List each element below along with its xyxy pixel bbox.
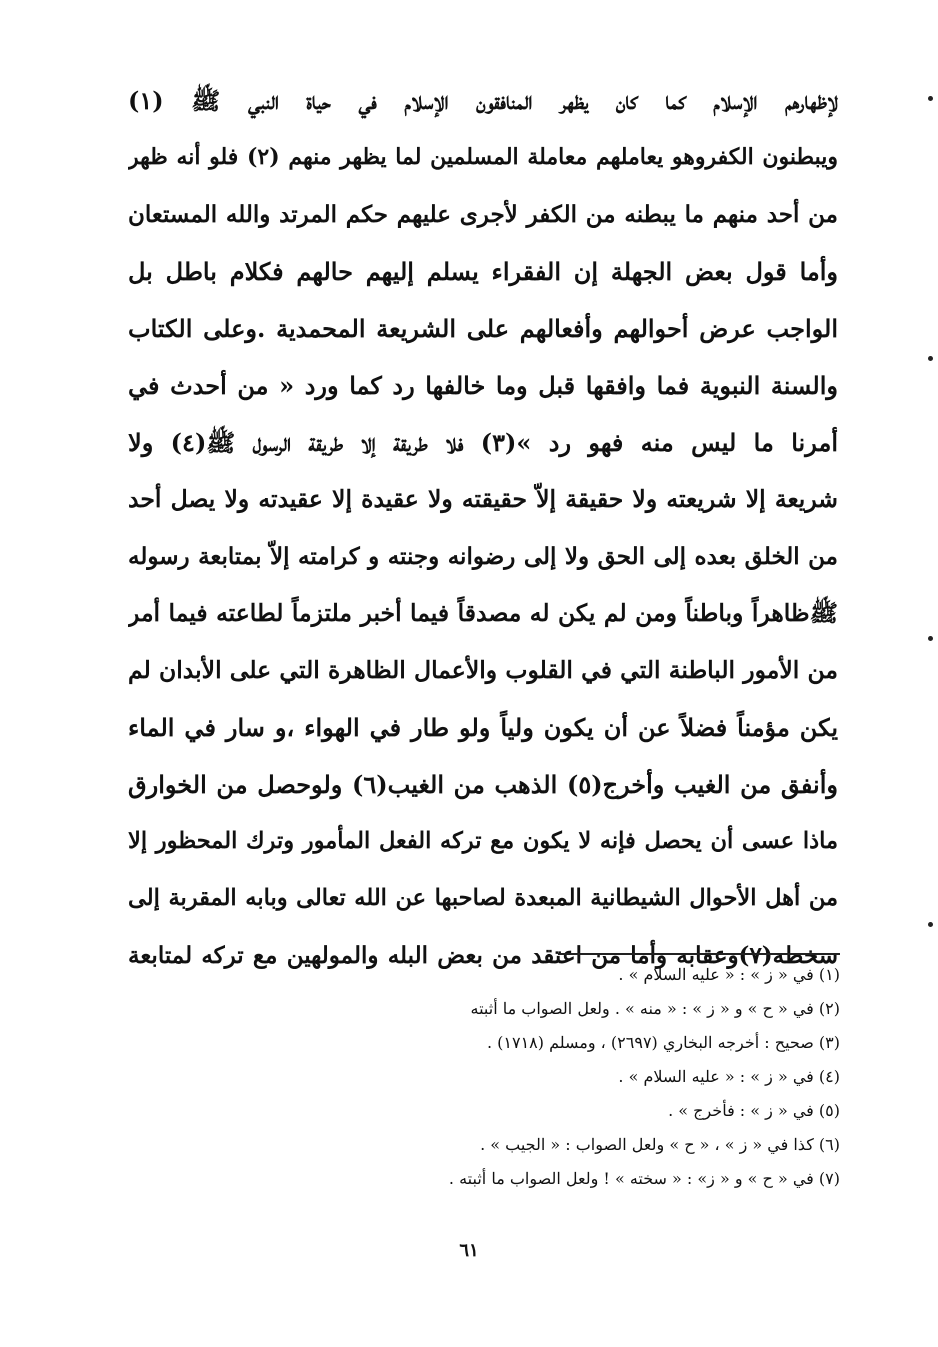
text-line: وأما قول بعض الجهلة إن الفقراء يسلم إليهم حالهم فكلام باطل بل <box>128 257 838 286</box>
text-line: ويبطنون الكفروهو يعاملهم معاملة المسلمين لما يظهر منهم (٢) فلو أنه ظهر <box>128 144 838 170</box>
text-line: أمرنا ما ليس منه فهو رد »(٣) فلا طريقة إلا طريقة الرسول ﷺ(٤) ولا <box>128 428 838 457</box>
footnote: (٢) في « ح » و « ز » : « منه » . ولعل الصواب ما أثبته <box>470 999 840 1018</box>
footnote: (١) في « ز » : « عليه السلام » . <box>618 965 840 984</box>
scan-speck <box>928 922 933 927</box>
page-number: ٦١ <box>459 1240 479 1261</box>
footnote: (٥) في « ز » : فأخرج » . <box>668 1101 840 1120</box>
footnote: (٤) في « ز » : « عليه السلام » . <box>618 1067 840 1086</box>
text-line: وأنفق من الغيب وأخرج(٥) الذهب من الغيب(٦) ولوحصل من الخوارق <box>128 770 838 799</box>
text-line: ماذا عسى أن يحصل فإنه لا يكون مع تركه الفعل المأمور وترك المحظور إلا <box>128 828 838 854</box>
text-line: شريعة إلا شريعته ولا حقيقة إلاّ حقيقته ولا عقيدة إلا عقيدته ولا يصل أحد <box>128 485 838 513</box>
footnote: (٣) صحيح : أخرجه البخاري (٢٦٩٧) ، ومسلم (١٧١٨) . <box>486 1033 840 1052</box>
text-line: من أحد منهم ما يبطنه من الكفر لأجرى عليهم حكم المرتد والله المستعان <box>128 201 838 228</box>
text-line: من أهل الأحوال الشيطانية المبعدة لصاحبها عن الله تعالى وبابه المقربة إلى <box>128 885 838 911</box>
text-line: يكن مؤمناً فضلاً عن أن يكون ولياً ولو طار في الهواء ،و سار في الماء <box>128 713 838 742</box>
main-text-block <box>128 72 838 984</box>
text-line: سخطه(٧)وعقابه وأما من اعتقد من بعض البله والمولهين مع تركه لمتابعة <box>128 942 838 969</box>
footnote: (٧) في « ح » و « ز» : « سخته » ! ولعل الصواب ما أثبته . <box>448 1169 840 1188</box>
text-line: من الأمور الباطنة التي في القلوب والأعمال الظاهرة التي على الأبدان لم <box>128 656 838 684</box>
footnote: (٦) كذا في « ز » ، « ح » ولعل الصواب : « الجيب » . <box>480 1135 840 1154</box>
scan-speck <box>928 356 933 361</box>
footnotes-block <box>200 958 840 1196</box>
text-line: من الخلق بعده إلى الحق ولا إلى رضوانه وجنته و كرامته إلاّ بمتابعة رسوله <box>128 543 838 570</box>
scan-speck <box>928 636 933 641</box>
scan-speck <box>928 96 933 101</box>
text-line: والسنة النبوية فما وافقها قبل وما خالفها رد كما ورد « من أحدث في <box>128 371 838 400</box>
footnote-separator <box>558 953 840 955</box>
text-line: ﷺظاهراً وباطناً ومن لم يكن له مصدقاً فيما أخبر ملتزماً لطاعته فيما أمر <box>128 599 838 627</box>
text-line: لإظهارهم الإسلام كما كان يظهر المنافقون الإسلام في حياة النبي ﷺ (١) <box>128 86 838 115</box>
text-line: الواجب عرض أحوالهم وأفعالهم على الشريعة المحمدية .وعلى الكتاب <box>128 314 838 343</box>
